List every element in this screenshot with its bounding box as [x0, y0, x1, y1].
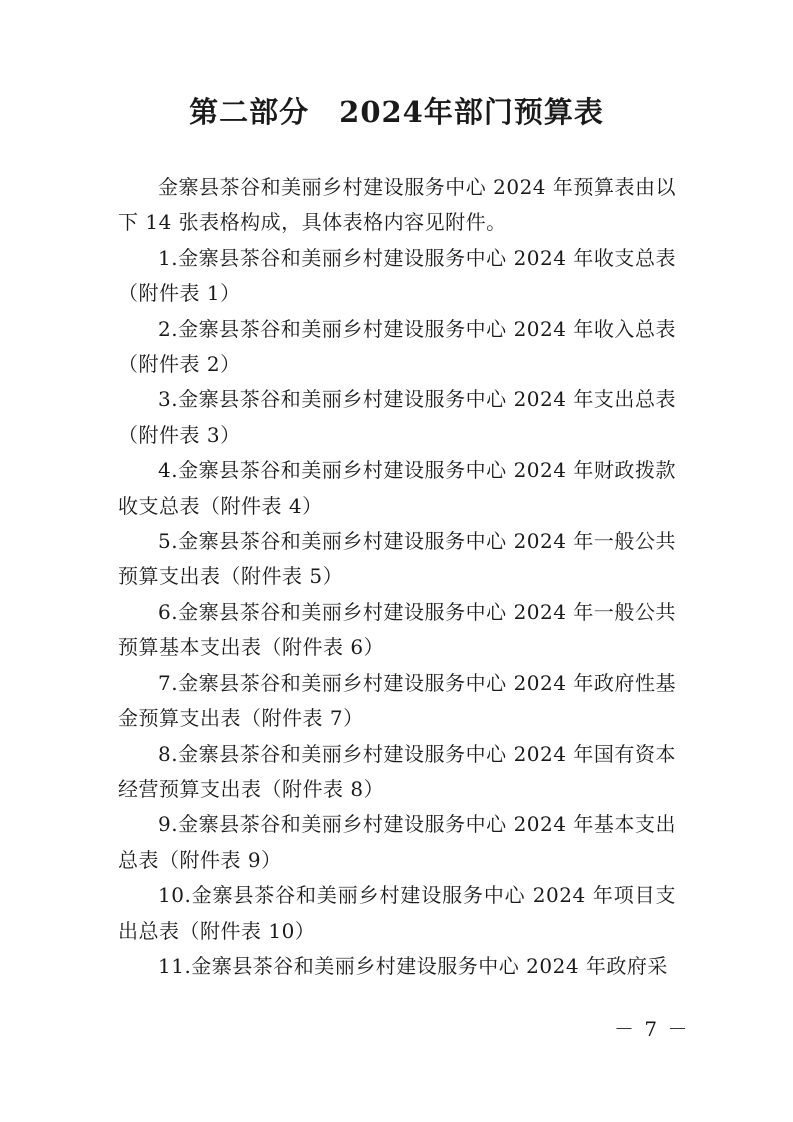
list-item: 1.金寨县茶谷和美丽乡村建设服务中心 2024 年收支总表（附件表 1）: [118, 245, 676, 306]
document-body: [118, 170, 676, 984]
page-number: － 7 －: [614, 1017, 690, 1041]
list-item: 11.金寨县茶谷和美丽乡村建设服务中心 2024 年政府采: [158, 953, 668, 978]
list-item: 4.金寨县茶谷和美丽乡村建设服务中心 2024 年财政拨款收支总表（附件表 4）: [118, 458, 676, 518]
intro-paragraph: 金寨县茶谷和美丽乡村建设服务中心 2024 年预算表由以下 14 张表格构成，具体表格内容见附件。: [118, 175, 676, 235]
list-item: 5.金寨县茶谷和美丽乡村建设服务中心 2024 年一般公共预算支出表（附件表 5）: [118, 529, 676, 589]
page-title: 第二部分 2024年部门预算表: [189, 95, 604, 129]
list-item: 7.金寨县茶谷和美丽乡村建设服务中心 2024 年政府性基金预算支出表（附件表 7）: [118, 670, 676, 731]
list-item: 9.金寨县茶谷和美丽乡村建设服务中心 2024 年基本支出总表（附件表 9）: [118, 812, 676, 872]
list-item: 3.金寨县茶谷和美丽乡村建设服务中心 2024 年支出总表（附件表 3）: [118, 387, 676, 447]
list-item: 10.金寨县茶谷和美丽乡村建设服务中心 2024 年项目支出总表（附件表 10）: [118, 883, 676, 943]
list-item: 2.金寨县茶谷和美丽乡村建设服务中心 2024 年收入总表（附件表 2）: [118, 316, 676, 377]
list-item: 6.金寨县茶谷和美丽乡村建设服务中心 2024 年一般公共预算基本支出表（附件表 6）: [118, 599, 676, 660]
list-item: 8.金寨县茶谷和美丽乡村建设服务中心 2024 年国有资本经营预算支出表（附件表 8）: [118, 741, 676, 801]
